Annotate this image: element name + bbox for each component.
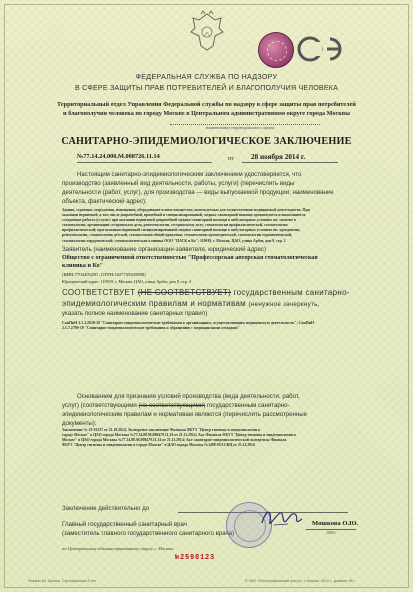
activity-line: Здания, строения, сооружения, помещения, оборудование и иное имущество, используемые для осуществления медицинской деятельности. При <box>62 208 310 212</box>
basis-doc-line: Заключение № 23-01357 от 21.10.2014, Экспертное заключение Филиала ФБУЗ "Центр гигиены и эпидемиологии в <box>62 428 260 432</box>
agency-name-line2: В СФЕРЕ ЗАЩИТЫ ПРАВ ПОТРЕБИТЕЛЕЙ И БЛАГОПОЛУЧИЯ ЧЕЛОВЕКА <box>74 84 339 92</box>
chief-title-line1: Главный государственный санитарный врач <box>62 521 187 528</box>
basis-line4: документы): <box>62 420 97 427</box>
basis-not-struck: (не соответствующими) <box>138 402 206 409</box>
activity-line: стоматологии, организации сестринского дела, рентгенологии, сестринскому делу, стоматологии профилактической, стоматологии <box>62 223 288 228</box>
conformity-line1 <box>62 288 350 297</box>
rules-line: СанПиН 2.1.3.2630-10 "Санитарно-эпидемиологические требования к организациям, осуществляющим медицинскую деятельность"; СанПиН <box>62 321 315 325</box>
department-line1: Территориальный отдел Управления Федеральной службы по надзору в сфере защиты прав потребителей <box>57 101 356 108</box>
applicant-name-line2: клиника и Ко" <box>62 263 104 269</box>
chief-title-line3: по Центральному административному округу г. Москвы <box>62 546 174 551</box>
footer-left: Формат А4. Бумага. Сертификация 5 лет <box>28 579 97 583</box>
date-prefix: от <box>228 156 234 162</box>
footer-right: © ЗАО «Полиграфический центр», г. Москва, 2014 г., уровень «В» <box>245 579 355 583</box>
activity-line: рентгенологии, стоматологии детской, стоматологии общей практики, стоматологии ортопедической, стоматологии терапевтической, <box>62 233 293 238</box>
conformity-hint: (ненужное зачеркнуть, <box>248 301 320 308</box>
basis-documents <box>62 428 362 448</box>
certificate-date: 28 ноября 2014 г. <box>251 153 306 161</box>
intro-line4: объекта, фактический адрес): <box>62 198 147 205</box>
document-title: САНИТАРНО-ЭПИДЕМИОЛОГИЧЕСКОЕ ЗАКЛЮЧЕНИЕ <box>61 136 352 147</box>
intro-line1: Настоящим санитарно-эпидемиологическим заключением удостоверяется, что <box>77 171 302 178</box>
agency-name-line1: ФЕДЕРАЛЬНАЯ СЛУЖБА ПО НАДЗОРУ <box>135 73 278 81</box>
department-line2: и благополучия человека по городу Москве в Центральном административном округе города Москвы <box>63 110 350 117</box>
activity-line: стоматологии хирургической; стоматологическая клиника ООО "ПАСК и Ко"; 119019, г. Москва, ЦАО, улица Арбат, дом 9, стр. 2 <box>62 238 286 243</box>
activity-description <box>62 208 357 244</box>
basis-doc-line: ФБУЗ "Центр гигиены и эпидемиологии в городе Москве" в ЦАО города Москвы №1498-05/13/КЦ от 21.11.2014 <box>62 443 255 448</box>
chief-name-caption: ФИО <box>326 530 336 535</box>
basis-line2: услуг) (соответствующими (не соответствующими) государственным санитарно- <box>62 402 290 409</box>
rules-line: 2.1.7.2790-10 "Санитарно-эпидемиологические требования к обращению с медицинскими отходами" <box>62 326 240 331</box>
conformity-not-struck: (НЕ СООТВЕТСТВУЕТ) <box>137 288 232 297</box>
applicant-ids: (ИНН:7704205250 , ОГРН:1027739435888) <box>62 272 146 277</box>
basis-doc-line: городе Москве" в ЦАО города Москвы №77.14.08.М.008479.11.14 от 21.11.2014; Акт Филиала ФБУЗ "Центр гигиены и эпидемиологии в <box>62 433 296 438</box>
conformity-line2: эпидемиологическим правилам и нормативам (ненужное зачеркнуть, <box>62 299 320 308</box>
basis-line1: Основанием для признания условий производства (вида деятельности, работ, <box>77 393 300 400</box>
serial-number: №2598123 <box>175 554 216 562</box>
activity-line: профилактической; при оказании первичной специализированной медико-санитарной помощи в амбулаторных условиях по: ортодонтии, <box>62 228 301 233</box>
conformity-line3: указать полное наименование санитарных правил) <box>62 310 208 317</box>
certificate-number: №77.14.24.000.М.008726.11.14 <box>77 153 160 160</box>
sanitary-rules <box>62 321 362 331</box>
intro-line2: производство (заявленный вид деятельности, работы, услуги) (перечислить виды <box>62 180 295 187</box>
chief-name: Мошкова О.Ю. <box>312 520 359 527</box>
coat-of-arms-icon <box>187 10 227 54</box>
chief-title-line2: (заместитель главного государственного санитарного врача) <box>62 530 235 537</box>
activity-line: оказании первичной, в том числе доврачебной, врачебной и специализированной, медико-санитарной помощи организуются и выполняются <box>62 213 306 218</box>
intro-line3: деятельности (работ, услуг), для производства — виды выпускаемой продукции; наименование <box>62 189 334 196</box>
conformity-yes: СООТВЕТСТВУЕТ <box>62 288 136 297</box>
basis-line3: эпидемиологическим правилам и нормативам являются (перечислить рассмотренные <box>62 411 308 418</box>
applicant-label: Заявитель (наименование организации-заявителя, юридический адрес) <box>62 246 266 253</box>
department-caption: наименование территориального органа <box>205 125 275 130</box>
applicant-address: Юридический адрес: 119019, г. Москва, ЦАО, улица Арбат, дом 9, стр. 2 <box>62 279 192 284</box>
validity-label: Заключение действительно до <box>62 505 150 512</box>
handwritten-signature <box>258 505 308 533</box>
activity-line: следующие работы (услуги): при оказании первичной доврачебной медико-санитарной помощи в амбулаторных условиях по: гигиене в <box>62 218 296 223</box>
hologram-seal <box>258 32 294 68</box>
conformity-mark-icon <box>297 33 347 65</box>
conformity-rest: государственным санитарно- <box>233 288 350 297</box>
basis-doc-line: Москве" в ЦАО города Москвы №77.14.08.М.008479.11.14 от 21.11.2014; Акт санитарно-эпидемиологической экспертизы Филиала <box>62 438 287 443</box>
applicant-name-line1: Общество с ограниченной ответственностью "Профессорская авторская стоматологическая <box>62 255 318 261</box>
